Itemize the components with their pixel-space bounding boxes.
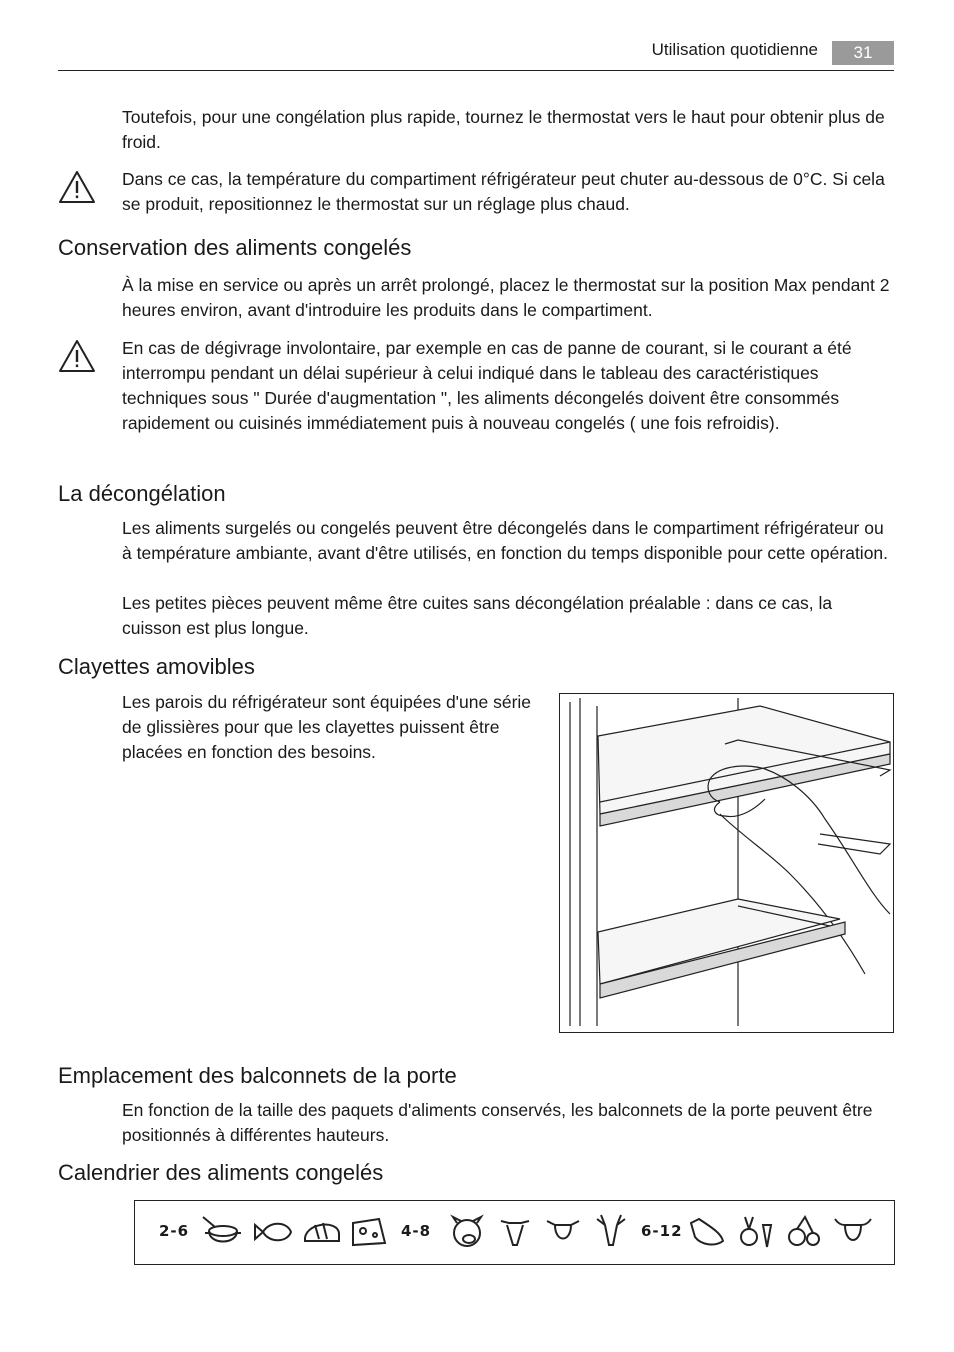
intro-paragraph: Toutefois, pour une congélation plus rapide, tournez le thermostat vers le haut pour obtenir plus de froid.	[122, 107, 885, 152]
balconnets-paragraph: En fonction de la taille des paquets d'aliments conservés, les balconnets de la porte peuvent être positionnés à différentes hauteurs.	[122, 1100, 873, 1145]
freezing-calendar	[134, 1200, 895, 1265]
poultry-icon	[687, 1213, 727, 1251]
section-heading-decongelation: La décongélation	[58, 481, 226, 506]
section-heading-clayettes: Clayettes amovibles	[58, 654, 255, 679]
bread-icon	[301, 1213, 341, 1251]
running-header-title: Utilisation quotidienne	[651, 40, 818, 59]
cheese-icon	[349, 1213, 389, 1251]
pig-icon	[447, 1213, 487, 1251]
warning-icon	[58, 170, 96, 204]
decongelation-paragraph-1: Les aliments surgelés ou congelés peuvent être décongelés dans le compartiment réfrigérateur ou à température ambiante, avant d'être utilisés, en fonction du temps disponible pour cette opération.	[122, 518, 889, 563]
calendar-months-label: 2-6	[159, 1222, 190, 1240]
conservation-paragraph: À la mise en service ou après un arrêt prolongé, placez le thermostat sur la position Max pendant 2 heures environ, avant d'introduire les produits dans le compartiment.	[122, 275, 890, 320]
shelf-illustration	[559, 693, 894, 1033]
clayettes-paragraph: Les parois du réfrigérateur sont équipées d'une série de glissières pour que les clayettes puissent être placées en fonction des besoins.	[122, 692, 532, 762]
fruit-icon	[785, 1213, 825, 1251]
fish-icon	[253, 1213, 293, 1251]
intro-warning-text: Dans ce cas, la température du compartiment réfrigérateur peut chuter au-dessous de 0°C. Si cela se produit, repositionnez le thermostat sur un réglage plus chaud.	[122, 169, 885, 214]
vegetables-icon	[737, 1213, 777, 1251]
conservation-warning-text: En cas de dégivrage involontaire, par exemple en cas de panne de courant, si le courant a été interrompu pendant un délai supérieur à celui indiqué dans le tableau des caractéristiques techniques sous " Durée d'augmentation ", les aliments décongelés doivent être consommés rapidement ou cuisinés immédiatement puis à nouveau congelés ( une fois refroidis).	[122, 338, 852, 433]
header-rule	[58, 70, 894, 71]
section-heading-balconnets: Emplacement des balconnets de la porte	[58, 1063, 457, 1088]
deer-icon	[591, 1213, 631, 1251]
decongelation-paragraph-2: Les petites pièces peuvent même être cuites sans décongélation préalable : dans ce cas, la cuisson est plus longue.	[122, 593, 833, 638]
calendar-months-label: 6-12	[641, 1222, 683, 1240]
calf-icon	[543, 1213, 583, 1251]
section-heading-calendrier: Calendrier des aliments congelés	[58, 1160, 384, 1185]
section-heading-conservation: Conservation des aliments congelés	[58, 235, 412, 260]
soup-pot-icon	[201, 1213, 241, 1251]
warning-icon	[58, 339, 96, 373]
beef-icon	[833, 1213, 873, 1251]
page-number: 31	[832, 41, 894, 65]
calendar-months-label: 4-8	[401, 1222, 432, 1240]
sheep-icon	[495, 1213, 535, 1251]
